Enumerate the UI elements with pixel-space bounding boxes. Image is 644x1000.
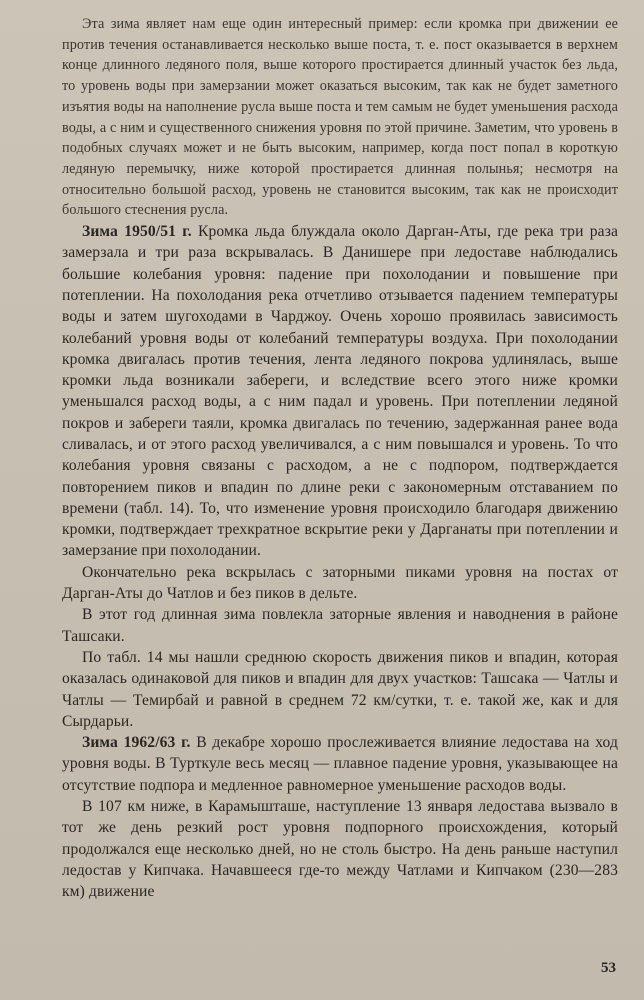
paragraph-6-lead: Зима 1962/63 г. — [82, 734, 191, 752]
paragraph-1 — [62, 14, 618, 221]
paragraph-3-text: Окончательно река вскрылась с заторными пиками уровня на постах от Дарган-Аты до Чатлов и без пиков в дельте. — [62, 563, 618, 603]
paragraph-6-text: В декабре хорошо прослеживается влияние ледостава на ход уровня воды. В Турткуле весь месяц — плавное падение уровня, указывающее на отсутствие подпора и медленное равномерное уменьшение расходов воды. — [62, 734, 618, 794]
page-number: 53 — [601, 960, 616, 976]
paragraph-3 — [62, 562, 618, 605]
paragraph-2 — [62, 221, 618, 562]
paragraph-7 — [62, 796, 618, 902]
paragraph-4 — [62, 604, 618, 647]
paragraph-5-text: По табл. 14 мы нашли среднюю скорость движения пиков и впадин, которая оказалась одинаковой для пиков и впадин для двух участков: Ташсака — Чатлы и Чатлы — Темирбай и равной в среднем 72 км/сутки, т. е. такой же, как и для Сырдарьи. — [62, 648, 618, 730]
paragraph-2-lead: Зима 1950/51 г. — [82, 223, 192, 241]
paragraph-7-text: В 107 км ниже, в Карамышташе, наступление 13 января ледостава вызвало в тот же день резкий рост уровня подпорного происхождения, который продолжался еще несколько дней, но не столь быстро. На день раньше наступил ледостав у Кипчака. Начавшееся где-то между Чатлами и Кипчаком (230—283 км) движение — [62, 798, 618, 901]
paragraph-6 — [62, 732, 618, 796]
paragraph-4-text: В этот год длинная зима повлекла заторные явления и наводнения в районе Ташсаки. — [62, 606, 618, 645]
paragraph-5 — [62, 647, 618, 732]
paragraph-1-text: Эта зима являет нам еще один интересный пример: если кромка при движении ее против течения останавливается несколько выше поста, т. е. пост оказывается в верхнем конце длинного ледяного поля, выше которого простирается длинный участок без льда, то уровень воды при замерзании может оказаться высоким, так как не будет заметного изъятия воды на наполнение русла выше поста и тем самым не будет уменьшения расхода воды, а с ним и существенного снижения уровня по этой причине. Заметим, что уровень в подобных случаях может и не быть высоким, например, когда пост попал в короткую ледяную перемычку, ниже которой простирается длинная полынья; несмотря на относительно большой расход, уровень не становится высоким, так как не происходит большого стеснения русла. — [62, 16, 618, 219]
paragraph-2-text: Кромка льда блуждала около Дарган-Аты, где река три раза замерзала и три раза вскрывалась. В Данишере при ледоставе наблюдались большие колебания уровня: падение при похолодании и повышение при потеплении. На похолодания река отчетливо отзывается падением температуры воды и затем шугоходами в Чарджоу. Очень хорошо проявилась зависимость колебаний уровня воды от колебаний температуры воздуха. При похолодании кромка двигалась против течения, лента ледяного покрова удлинялась, выше кромки льда возникали забереги, и вследствие всего этого ниже кромки уменьшался расход воды, а с ним падал и уровень. При потеплении ледяной покров и забереги таяли, кромка двигалась по течению, задержанная ранее вода сливалась, и от этого расход увеличивался, а с ним повышался и уровень. То что колебания уровня связаны с расходом, а не с подпором, подтверждается повторением пиков и впадин по длине реки с закономерным отставанием по времени (табл. 14). То, что изменение уровня происходило благодаря движению кромки, подтверждает трехкратное вскрытие реки у Дарганаты при потеплении и замерзание при похолодании. — [62, 223, 618, 560]
